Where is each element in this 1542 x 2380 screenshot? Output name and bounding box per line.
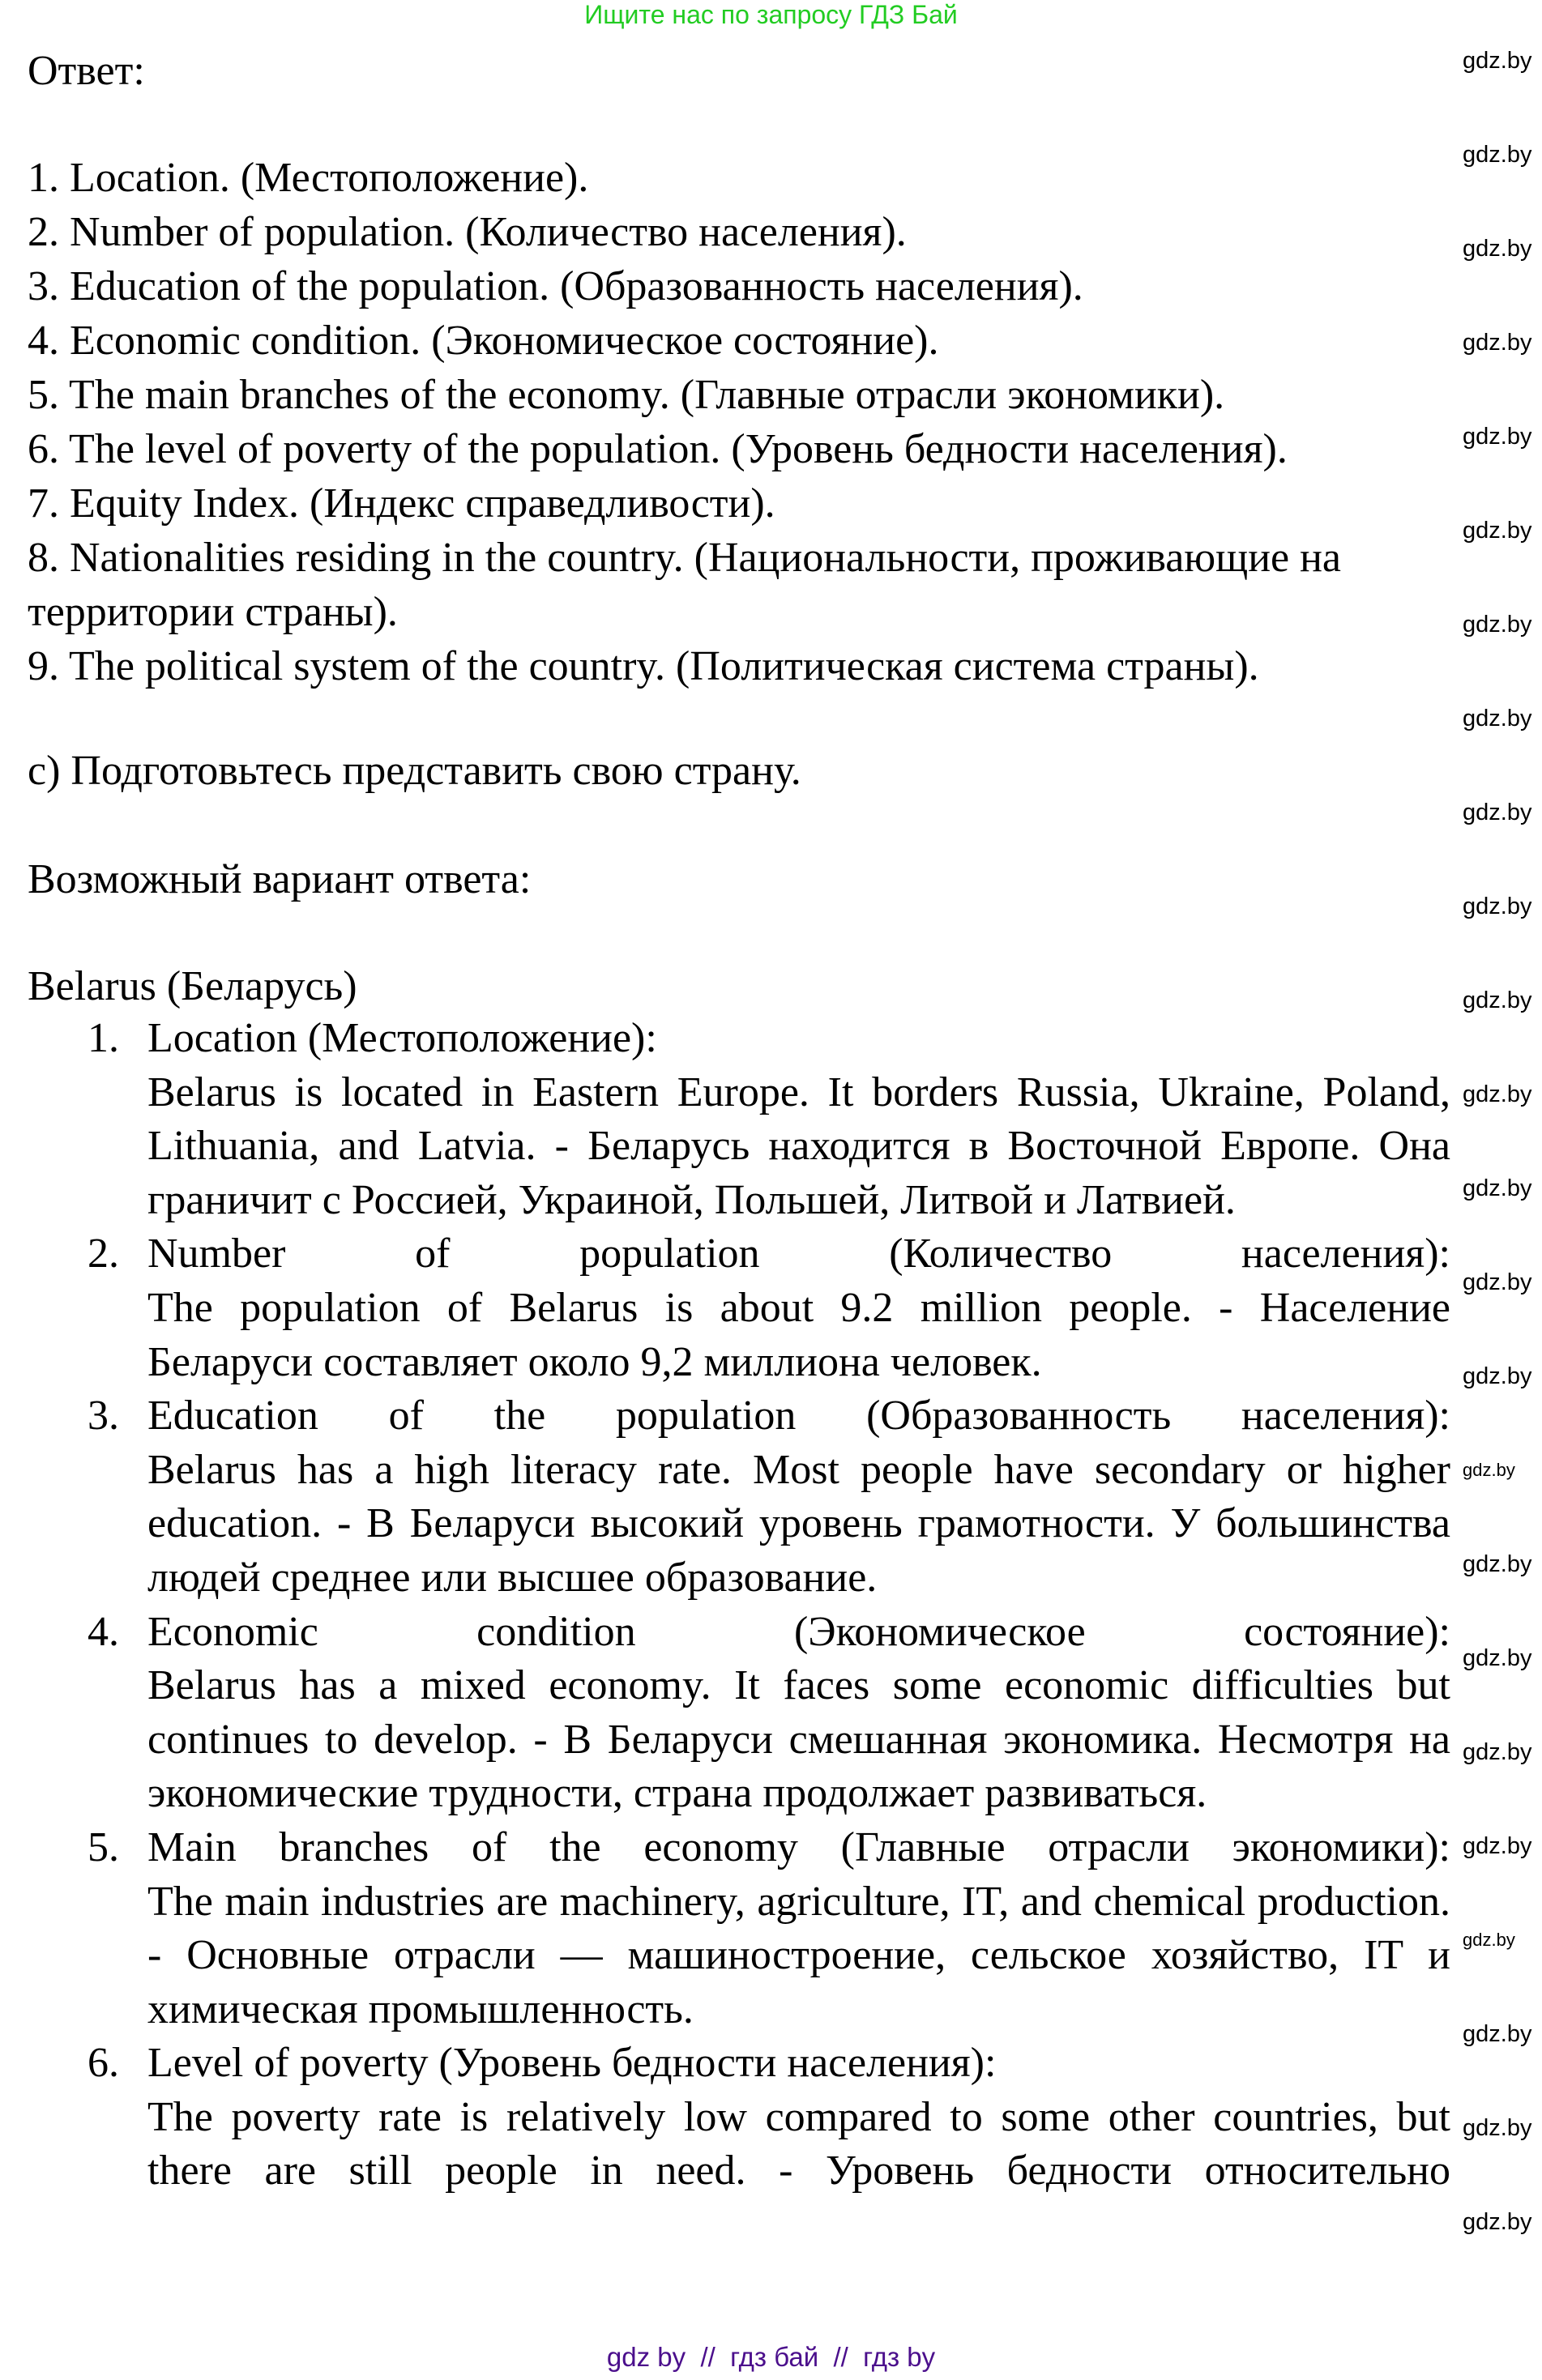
watermark: gdz.by <box>1463 1175 1532 1201</box>
watermark: gdz.by <box>1463 1645 1532 1671</box>
watermark: gdz.by <box>1463 894 1532 919</box>
criteria-item: 6. The level of poverty of the population. (Уровень бедности населения). <box>28 426 1288 472</box>
criteria-item: 7. Equity Index. (Индекс справедливости). <box>28 480 775 527</box>
country-title: Belarus (Беларусь) <box>28 963 357 1009</box>
watermark: gdz.by <box>1463 1930 1515 1950</box>
profile-item-economy <box>28 1606 1450 1821</box>
answer-label: Ответ: <box>28 48 145 94</box>
watermark: gdz.by <box>1463 987 1532 1013</box>
watermark: gdz.by <box>1463 48 1532 74</box>
search-banner: Ищите нас по запросу ГДЗ Бай <box>584 0 958 29</box>
profile-item-location <box>28 1012 1450 1227</box>
profile-item-education <box>28 1389 1450 1605</box>
country-profile-list <box>28 1012 1450 2199</box>
item-text: The population of Belarus is about 9.2 million people. - Население Беларуси составляет около 9,2 миллиона человек. <box>147 1284 1450 1385</box>
task-c: c) Подготовьтесь представить свою страну. <box>28 748 801 794</box>
watermark: gdz.by <box>1463 612 1532 638</box>
watermark: gdz.by <box>1463 236 1532 262</box>
watermark: gdz.by <box>1463 706 1532 731</box>
item-number: 5. <box>88 1823 119 1870</box>
profile-item-population <box>28 1227 1450 1389</box>
watermark: gdz.by <box>1463 800 1532 825</box>
criteria-item: 8. Nationalities residing in the country. (Национальности, проживающие на территории страны). <box>28 535 1342 635</box>
item-heading: Level of poverty (Уровень бедности населения): <box>147 2040 997 2087</box>
watermark: gdz.by <box>1463 2021 1532 2047</box>
watermark: gdz.by <box>1463 142 1532 168</box>
item-heading: Education of the population (Образованность населения): <box>147 1393 1450 1440</box>
criteria-item: 2. Number of population. (Количество населения). <box>28 209 907 255</box>
item-text: The main industries are machinery, agriculture, IT, and chemical production. - Основные отрасли — машиностроение, сельское хозяйство, IT и химическая промышленность. <box>147 1878 1450 2032</box>
criteria-item: 1. Location. (Местоположение). <box>28 155 589 201</box>
item-number: 2. <box>88 1231 119 1277</box>
item-number: 4. <box>88 1608 119 1655</box>
criteria-item: 9. The political system of the country. (Политическая система страны). <box>28 643 1259 689</box>
watermark: gdz.by <box>1463 1739 1532 1765</box>
watermark: gdz.by <box>1463 1269 1532 1295</box>
criteria-item: 4. Economic condition. (Экономическое состояние). <box>28 318 939 364</box>
footer-links: gdz by // гдз бай // гдз by <box>606 2342 936 2372</box>
item-heading: Number of population (Количество населения): <box>147 1231 1450 1277</box>
watermark: gdz.by <box>1463 424 1532 450</box>
item-number: 3. <box>88 1393 119 1440</box>
watermark: gdz.by <box>1463 1081 1532 1107</box>
watermark: gdz.by <box>1463 2209 1532 2235</box>
item-heading: Main branches of the economy (Главные отрасли экономики): <box>147 1823 1450 1870</box>
item-text: Belarus has a mixed economy. It faces some economic difficulties but continues to develop. - В Беларуси смешанная экономика. Несмотря на экономические трудности, страна продолжает развиваться. <box>147 1662 1450 1817</box>
watermark: gdz.by <box>1463 330 1532 356</box>
item-text: Belarus has a high literacy rate. Most people have secondary or higher education. - В Беларуси высокий уровень грамотности. У большинства людей среднее или высшее образование. <box>147 1446 1450 1601</box>
possible-answer-label: Возможный вариант ответа: <box>28 856 532 902</box>
watermark: gdz.by <box>1463 1363 1532 1389</box>
item-heading: Location (Местоположение): <box>147 1015 657 1061</box>
criteria-item: 3. Education of the population. (Образованность населения). <box>28 263 1083 309</box>
watermark: gdz.by <box>1463 2115 1532 2141</box>
watermark: gdz.by <box>1463 1833 1532 1859</box>
watermark: gdz.by <box>1463 1460 1515 1480</box>
criteria-item: 5. The main branches of the economy. (Главные отрасли экономики). <box>28 372 1225 418</box>
watermark: gdz.by <box>1463 518 1532 544</box>
item-heading: Economic condition (Экономическое состояние): <box>147 1608 1450 1655</box>
item-number: 1. <box>88 1015 119 1061</box>
profile-item-poverty <box>28 2037 1450 2199</box>
watermark: gdz.by <box>1463 1551 1532 1577</box>
item-number: 6. <box>88 2040 119 2087</box>
item-text: The poverty rate is relatively low compared to some other countries, but there are still people in need. - Уровень бедности относительно <box>147 2093 1450 2194</box>
profile-item-branches <box>28 1821 1450 2037</box>
item-text: Belarus is located in Eastern Europe. It borders Russia, Ukraine, Poland, Lithuania, and Latvia. - Беларусь находится в Восточной Европе. Она граничит с Россией, Украиной, Польшей, Литвой и Латвией. <box>147 1068 1450 1223</box>
criteria-list <box>28 151 1450 693</box>
